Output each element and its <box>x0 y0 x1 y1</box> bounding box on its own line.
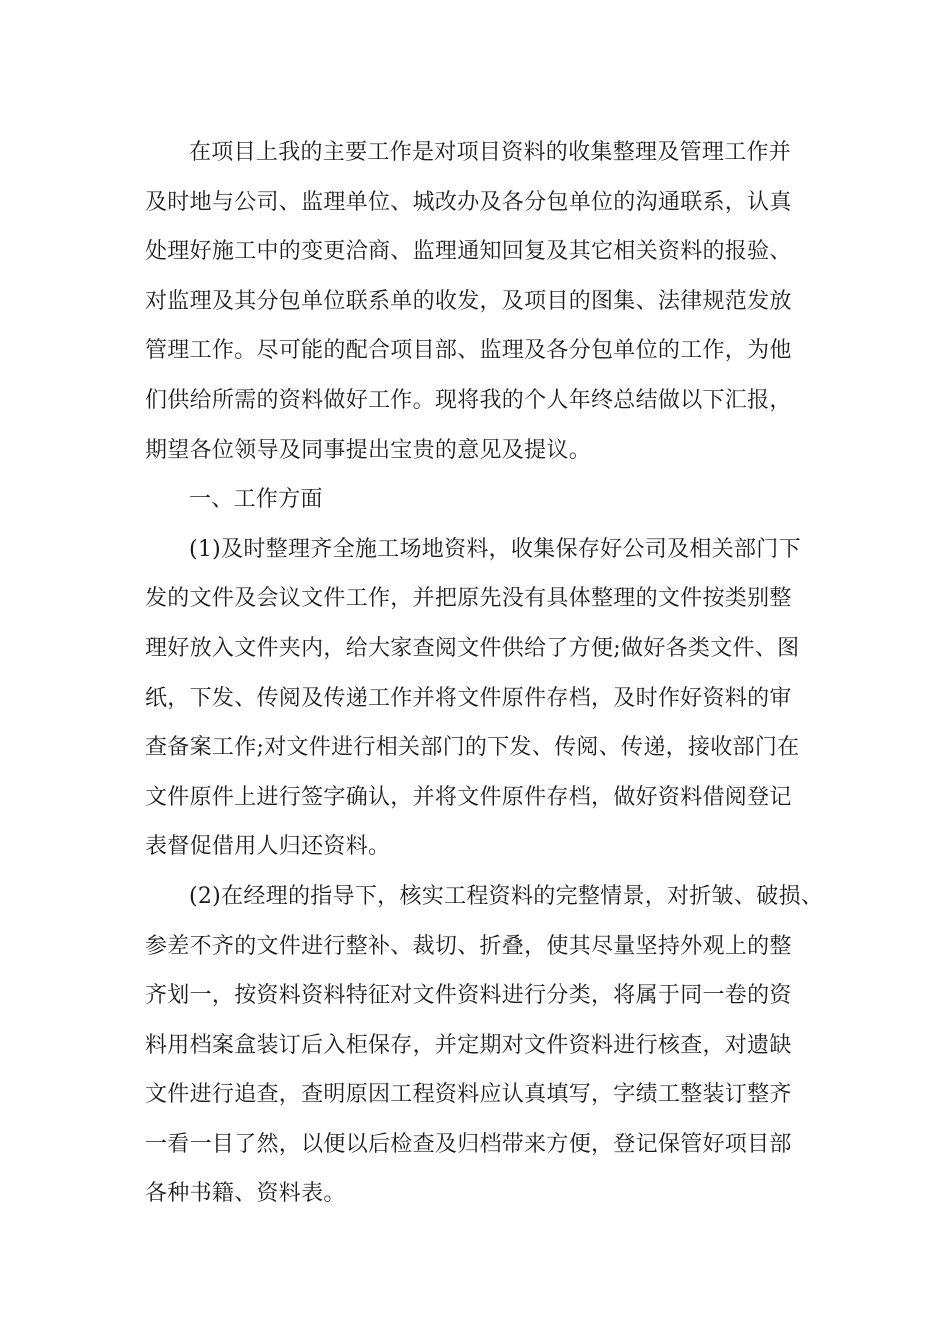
text-line: 各种书籍、资料表。 <box>145 1181 346 1207</box>
section-heading <box>145 475 825 525</box>
item-1-paragraph <box>145 525 825 872</box>
text-line: 齐划一，按资料资料特征对文件资料进行分类，将属于同一卷的资 <box>145 983 792 1009</box>
text-line: 对监理及其分包单位联系单的收发，及项目的图集、法律规范发放 <box>145 288 792 314</box>
text-line: (1)及时整理齐全施工场地资料，收集保存好公司及相关部门下 <box>189 536 801 562</box>
text-line: 纸，下发、传阅及传递工作并将文件原件存档，及时作好资料的审 <box>145 685 792 711</box>
text-line: (2)在经理的指导下，核实工程资料的完整情景，对折皱、破损、 <box>189 883 824 909</box>
text-line: 处理好施工中的变更洽商、监理通知回复及其它相关资料的报验、 <box>145 239 792 265</box>
text-line: 料用档案盒装订后入柜保存，并定期对文件资料进行核查，对遗缺 <box>145 1032 792 1058</box>
text-line: 及时地与公司、监理单位、城改办及各分包单位的沟通联系，认真 <box>145 189 792 215</box>
intro-paragraph <box>145 128 825 475</box>
text-line: 表督促借用人归还资料。 <box>145 834 391 860</box>
text-line: 一看一目了然，以便以后检查及归档带来方便，登记保管好项目部 <box>145 1131 792 1157</box>
text-line: 期望各位领导及同事提出宝贵的意见及提议。 <box>145 437 592 463</box>
text-line: 管理工作。尽可能的配合项目部、监理及各分包单位的工作，为他 <box>145 338 792 364</box>
text-line: 参差不齐的文件进行整补、裁切、折叠，使其尽量坚持外观上的整 <box>145 933 792 959</box>
text-line: 们供给所需的资料做好工作。现将我的个人年终总结做以下汇报， <box>145 387 792 413</box>
text-line: 在项目上我的主要工作是对项目资料的收集整理及管理工作并 <box>189 140 792 165</box>
item-2-paragraph <box>145 872 825 1219</box>
text-line: 发的文件及会议文件工作，并把原先没有具体整理的文件按类别整 <box>145 586 792 612</box>
document-body <box>145 128 825 1219</box>
text-line: 文件原件上进行签字确认，并将文件原件存档，做好资料借阅登记 <box>145 784 792 810</box>
text-line: 理好放入文件夹内，给大家查阅文件供给了方便;做好各类文件、图 <box>145 635 800 661</box>
section-heading-text: 一、工作方面 <box>189 487 323 513</box>
text-line: 查备案工作;对文件进行相关部门的下发、传阅、传递，接收部门在 <box>145 735 800 761</box>
text-line: 文件进行追查，查明原因工程资料应认真填写，字绩工整装订整齐 <box>145 1082 792 1108</box>
